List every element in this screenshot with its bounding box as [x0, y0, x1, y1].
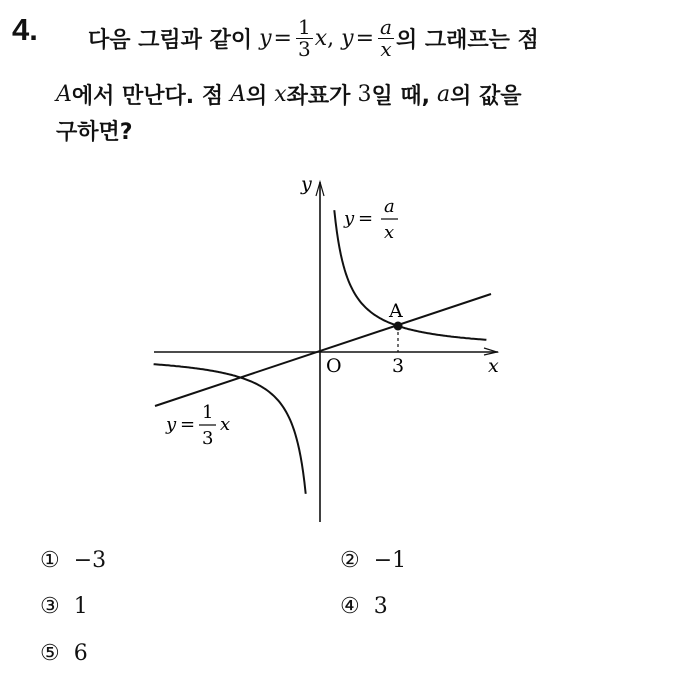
math-x: x [314, 25, 328, 51]
axis-x-label: x [488, 355, 499, 377]
svg-text:=: = [180, 414, 196, 435]
svg-text:1: 1 [202, 402, 214, 423]
line-y-one-third-x [155, 294, 491, 406]
question-text: 의 값을 [450, 83, 522, 109]
math-x: x [274, 81, 287, 107]
choice-value: 1 [73, 594, 88, 619]
line-label [165, 402, 230, 449]
svg-text:y: y [166, 414, 177, 435]
svg-text:a: a [384, 196, 395, 217]
fraction-one-third: $\frac{1}{3}$ [297, 14, 311, 61]
fraction-a-over-x: $\frac{a}{x}$ [380, 14, 392, 61]
question-text: 다음 그림과 같이 [88, 27, 253, 53]
question-text: 에서 만난다. 점 [71, 83, 224, 109]
svg-text:y: y [344, 208, 355, 229]
curve-label [343, 196, 398, 243]
choice-value: 6 [73, 641, 88, 666]
axis-y-label: y [301, 173, 312, 195]
choice-3[interactable] [40, 594, 88, 619]
choice-5[interactable] [40, 641, 88, 666]
choice-1[interactable] [40, 548, 106, 573]
math-y: y [341, 25, 354, 51]
origin-label: O [326, 355, 342, 377]
choice-marker: ① [40, 548, 60, 573]
question-number: 4. [12, 12, 38, 47]
question-text: 의 그래프는 점 [395, 27, 539, 53]
choice-2[interactable] [340, 548, 406, 573]
question-text: 구하면? [56, 119, 133, 145]
svg-text:x: x [384, 222, 395, 243]
math-A: A [230, 81, 246, 107]
choice-value: 3 [373, 594, 388, 619]
question-text: 좌표가 [286, 83, 351, 109]
choice-value: −3 [73, 548, 107, 573]
value-3: 3 [357, 81, 372, 107]
tick-label-3: 3 [392, 355, 405, 377]
choice-value: −1 [373, 548, 407, 573]
svg-text:=: = [358, 208, 374, 229]
question-text: 일 때, [371, 83, 430, 109]
math-a: a [436, 81, 451, 107]
choice-marker: ② [340, 548, 360, 573]
choice-marker: ④ [340, 594, 360, 619]
math-A: A [56, 81, 72, 107]
question-line-1: 다음 그림과 같이 y = $\frac{1}{3}$ x , y = $\frac{a}{x}$ 의 그래프는 점 [88, 14, 539, 61]
choice-marker: ③ [40, 594, 60, 619]
svg-text:x: x [220, 414, 231, 435]
question-text: 의 [245, 83, 268, 109]
choice-marker: ⑤ [40, 641, 60, 666]
point-A [394, 322, 403, 331]
choice-4[interactable] [340, 594, 388, 619]
point-A-label: A [389, 300, 403, 322]
math-y: y [259, 25, 272, 51]
svg-text:3: 3 [202, 428, 214, 449]
